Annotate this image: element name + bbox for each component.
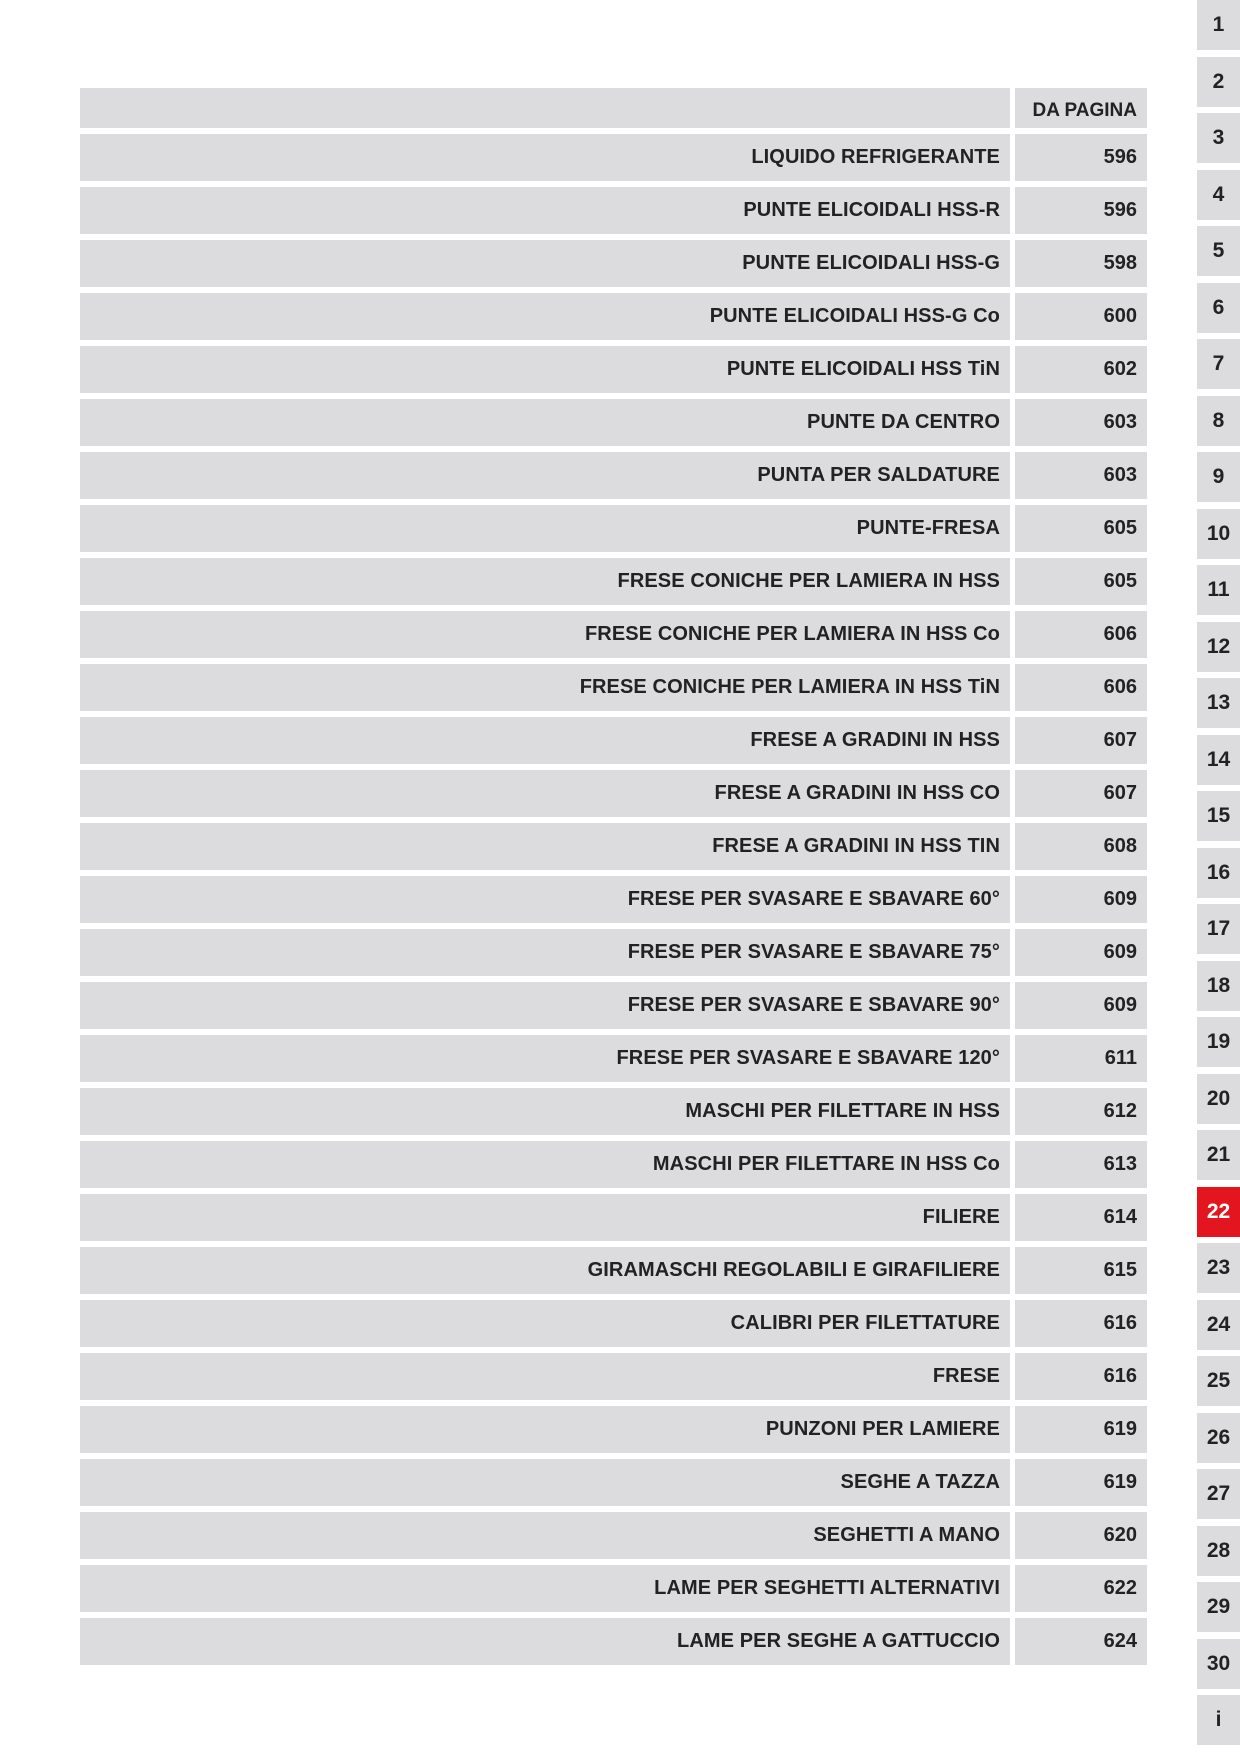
chapter-tab-29[interactable]: 29 (1197, 1582, 1240, 1632)
toc-row[interactable] (80, 611, 1147, 658)
chapter-tab-6[interactable]: 6 (1197, 283, 1240, 333)
toc-entry-page: 596 (1015, 134, 1147, 181)
toc-entry-title: FRESE CONICHE PER LAMIERA IN HSS Co (80, 611, 1010, 658)
chapter-tab-25[interactable]: 25 (1197, 1356, 1240, 1406)
toc-entry-page: 616 (1015, 1300, 1147, 1347)
chapter-tab-i[interactable]: i (1197, 1695, 1240, 1745)
toc-entry-page: 620 (1015, 1512, 1147, 1559)
chapter-tab-17[interactable]: 17 (1197, 904, 1240, 954)
toc-row[interactable] (80, 1300, 1147, 1347)
toc-entry-page: 603 (1015, 452, 1147, 499)
toc-entry-page: 622 (1015, 1565, 1147, 1612)
chapter-tab-30[interactable]: 30 (1197, 1639, 1240, 1689)
chapter-tab-18[interactable]: 18 (1197, 961, 1240, 1011)
chapter-tab-19[interactable]: 19 (1197, 1017, 1240, 1067)
toc-entry-page: 607 (1015, 770, 1147, 817)
toc-entry-title: FRESE A GRADINI IN HSS (80, 717, 1010, 764)
toc-entry-title: FRESE PER SVASARE E SBAVARE 90° (80, 982, 1010, 1029)
toc-entry-title: FRESE A GRADINI IN HSS CO (80, 770, 1010, 817)
toc-entry-page: 611 (1015, 1035, 1147, 1082)
toc-entry-title: FRESE CONICHE PER LAMIERA IN HSS (80, 558, 1010, 605)
chapter-tab-24[interactable]: 24 (1197, 1300, 1240, 1350)
toc-row[interactable] (80, 1353, 1147, 1400)
toc-entry-title: FRESE (80, 1353, 1010, 1400)
chapter-tab-1[interactable]: 1 (1197, 0, 1240, 50)
toc-entry-page: 598 (1015, 240, 1147, 287)
toc-entry-title: FILIERE (80, 1194, 1010, 1241)
toc-row[interactable] (80, 399, 1147, 446)
toc-entry-title: PUNTE DA CENTRO (80, 399, 1010, 446)
toc-entry-title: LAME PER SEGHETTI ALTERNATIVI (80, 1565, 1010, 1612)
toc-entry-title: LAME PER SEGHE A GATTUCCIO (80, 1618, 1010, 1665)
toc-header-page-label: DA PAGINA (1015, 88, 1147, 128)
toc-entry-page: 616 (1015, 1353, 1147, 1400)
toc-row[interactable] (80, 346, 1147, 393)
toc-entry-page: 619 (1015, 1459, 1147, 1506)
toc-row[interactable] (80, 982, 1147, 1029)
toc-row[interactable] (80, 770, 1147, 817)
toc-entry-title: GIRAMASCHI REGOLABILI E GIRAFILIERE (80, 1247, 1010, 1294)
chapter-tab-5[interactable]: 5 (1197, 226, 1240, 276)
toc-entry-title: PUNTE ELICOIDALI HSS TiN (80, 346, 1010, 393)
toc-entry-title: PUNZONI PER LAMIERE (80, 1406, 1010, 1453)
toc-row[interactable] (80, 240, 1147, 287)
chapter-tab-21[interactable]: 21 (1197, 1130, 1240, 1180)
toc-body (80, 134, 1147, 1665)
toc-row[interactable] (80, 1565, 1147, 1612)
chapter-tab-4[interactable]: 4 (1197, 170, 1240, 220)
chapter-tab-16[interactable]: 16 (1197, 848, 1240, 898)
toc-row[interactable] (80, 1247, 1147, 1294)
chapter-tab-14[interactable]: 14 (1197, 735, 1240, 785)
toc-row[interactable] (80, 823, 1147, 870)
toc-row[interactable] (80, 1035, 1147, 1082)
toc-entry-title: FRESE PER SVASARE E SBAVARE 120° (80, 1035, 1010, 1082)
chapter-tab-11[interactable]: 11 (1197, 565, 1240, 615)
toc-row[interactable] (80, 1459, 1147, 1506)
toc-entry-page: 605 (1015, 505, 1147, 552)
toc-row[interactable] (80, 1141, 1147, 1188)
chapter-tab-10[interactable]: 10 (1197, 509, 1240, 559)
toc-row[interactable] (80, 505, 1147, 552)
toc-entry-title: FRESE PER SVASARE E SBAVARE 60° (80, 876, 1010, 923)
chapter-tab-2[interactable]: 2 (1197, 57, 1240, 107)
toc-entry-page: 609 (1015, 982, 1147, 1029)
toc-entry-title: FRESE CONICHE PER LAMIERA IN HSS TiN (80, 664, 1010, 711)
toc-entry-title: PUNTE-FRESA (80, 505, 1010, 552)
toc-entry-page: 607 (1015, 717, 1147, 764)
toc-entry-page: 613 (1015, 1141, 1147, 1188)
toc-entry-page: 624 (1015, 1618, 1147, 1665)
toc-row[interactable] (80, 1512, 1147, 1559)
toc-entry-title: FRESE A GRADINI IN HSS TIN (80, 823, 1010, 870)
toc-entry-page: 619 (1015, 1406, 1147, 1453)
chapter-tab-7[interactable]: 7 (1197, 339, 1240, 389)
toc-entry-title: CALIBRI PER FILETTATURE (80, 1300, 1010, 1347)
toc-entry-title: LIQUIDO REFRIGERANTE (80, 134, 1010, 181)
toc-header-row (80, 88, 1147, 128)
toc-entry-title: PUNTE ELICOIDALI HSS-R (80, 187, 1010, 234)
toc-entry-title: MASCHI PER FILETTARE IN HSS (80, 1088, 1010, 1135)
toc-entry-page: 612 (1015, 1088, 1147, 1135)
toc-entry-page: 606 (1015, 664, 1147, 711)
chapter-tab-15[interactable]: 15 (1197, 791, 1240, 841)
toc-entry-page: 609 (1015, 876, 1147, 923)
toc-row[interactable] (80, 876, 1147, 923)
table-of-contents (80, 88, 1147, 1671)
toc-row[interactable] (80, 929, 1147, 976)
toc-entry-title: FRESE PER SVASARE E SBAVARE 75° (80, 929, 1010, 976)
toc-row[interactable] (80, 664, 1147, 711)
toc-entry-page: 614 (1015, 1194, 1147, 1241)
chapter-tab-8[interactable]: 8 (1197, 396, 1240, 446)
toc-row[interactable] (80, 1088, 1147, 1135)
toc-row[interactable] (80, 293, 1147, 340)
toc-entry-page: 596 (1015, 187, 1147, 234)
toc-entry-page: 605 (1015, 558, 1147, 605)
toc-row[interactable] (80, 1194, 1147, 1241)
toc-entry-page: 603 (1015, 399, 1147, 446)
toc-entry-page: 615 (1015, 1247, 1147, 1294)
toc-entry-page: 608 (1015, 823, 1147, 870)
toc-row[interactable] (80, 1406, 1147, 1453)
toc-entry-title: PUNTE ELICOIDALI HSS-G Co (80, 293, 1010, 340)
toc-row[interactable] (80, 187, 1147, 234)
toc-entry-page: 600 (1015, 293, 1147, 340)
chapter-tab-20[interactable]: 20 (1197, 1074, 1240, 1124)
toc-entry-page: 609 (1015, 929, 1147, 976)
toc-entry-title: PUNTE ELICOIDALI HSS-G (80, 240, 1010, 287)
toc-row[interactable] (80, 452, 1147, 499)
chapter-tab-23[interactable]: 23 (1197, 1243, 1240, 1293)
toc-row[interactable] (80, 558, 1147, 605)
toc-header-title-cell (80, 88, 1010, 128)
chapter-tab-13[interactable]: 13 (1197, 678, 1240, 728)
chapter-tab-12[interactable]: 12 (1197, 622, 1240, 672)
toc-row[interactable] (80, 717, 1147, 764)
toc-entry-title: MASCHI PER FILETTARE IN HSS Co (80, 1141, 1010, 1188)
chapter-tab-26[interactable]: 26 (1197, 1413, 1240, 1463)
toc-row[interactable] (80, 1618, 1147, 1665)
toc-entry-title: SEGHETTI A MANO (80, 1512, 1010, 1559)
toc-entry-title: SEGHE A TAZZA (80, 1459, 1010, 1506)
chapter-tab-9[interactable]: 9 (1197, 452, 1240, 502)
toc-row[interactable] (80, 134, 1147, 181)
chapter-tab-22[interactable]: 22 (1197, 1187, 1240, 1237)
chapter-tab-27[interactable]: 27 (1197, 1469, 1240, 1519)
chapter-tab-index (1197, 0, 1240, 1752)
toc-entry-page: 606 (1015, 611, 1147, 658)
chapter-tab-28[interactable]: 28 (1197, 1526, 1240, 1576)
chapter-tab-3[interactable]: 3 (1197, 113, 1240, 163)
toc-entry-page: 602 (1015, 346, 1147, 393)
toc-entry-title: PUNTA PER SALDATURE (80, 452, 1010, 499)
